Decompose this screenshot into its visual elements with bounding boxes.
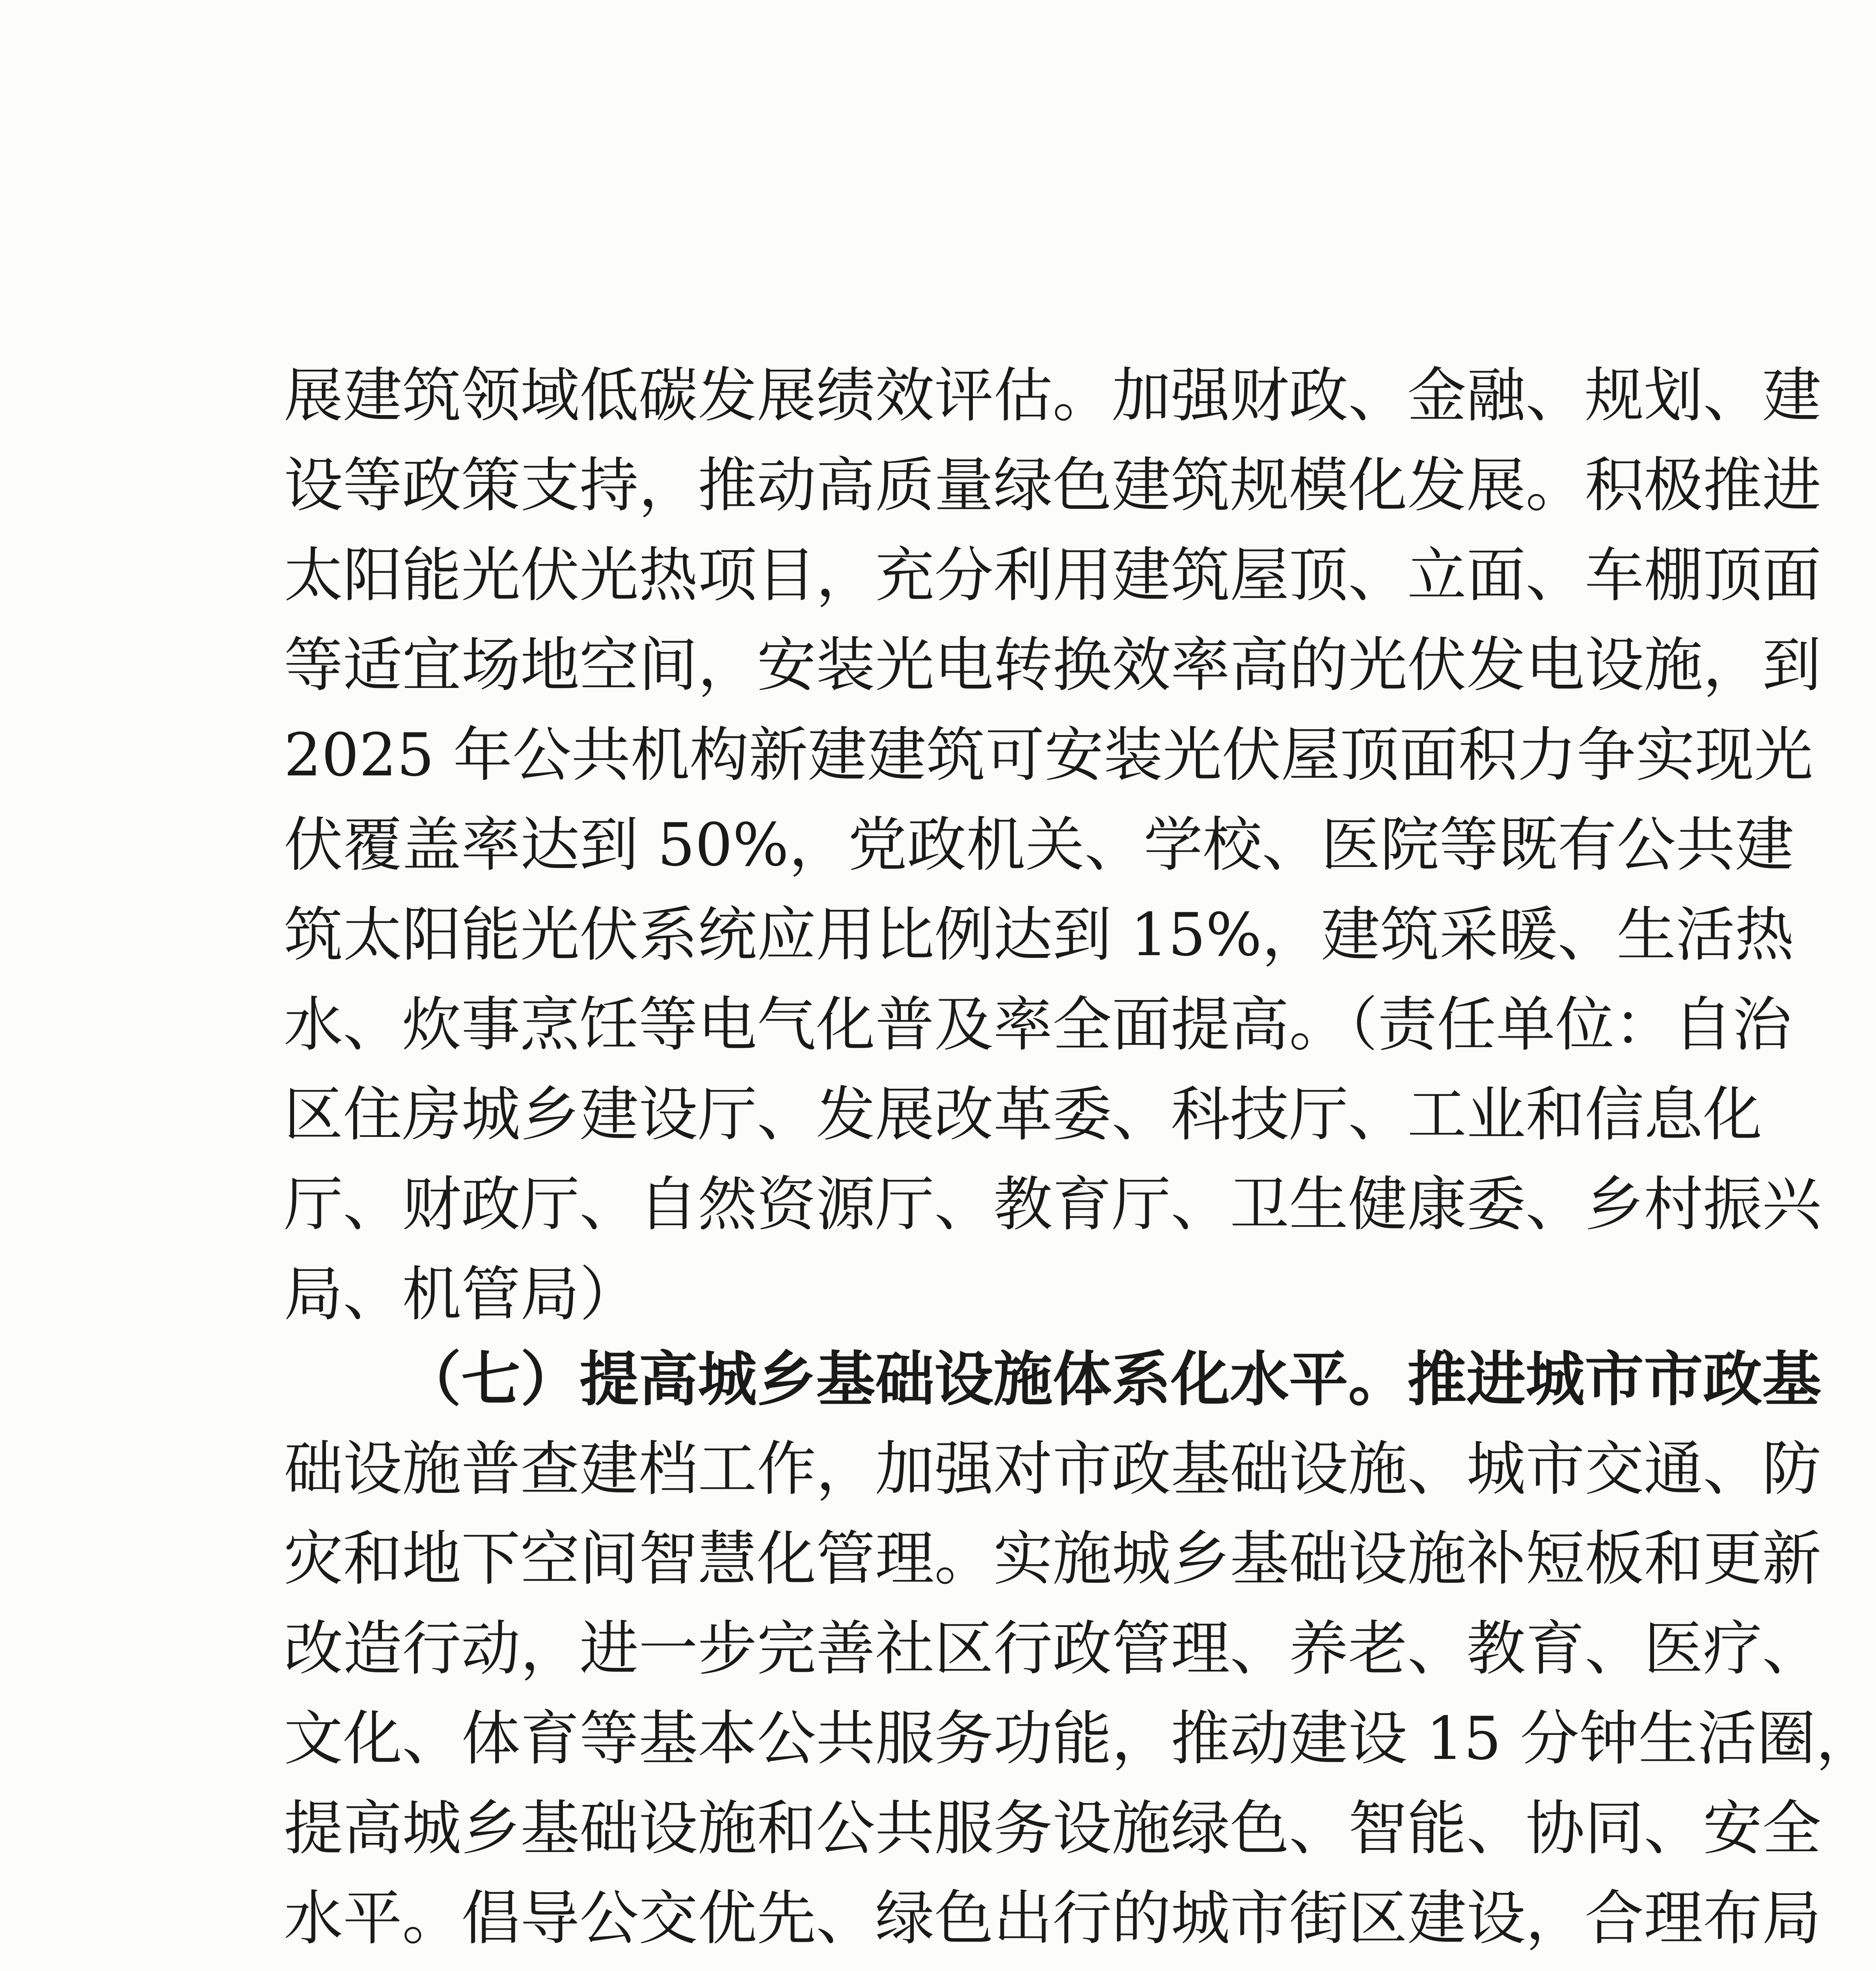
text-line: 提高城乡基础设施和公共服务设施绿色、智能、协同、安全 [284,1794,1822,1863]
text-line: 等适宜场地空间，安装光电转换效率高的光伏发电设施，到 [284,631,1822,700]
text-line: 文化、体育等基本公共服务功能，推动建设 15 分钟生活圈， [284,1705,1875,1773]
text-line: 础设施普查建档工作，加强对市政基础设施、城市交通、防 [284,1435,1822,1503]
text-line: 水平。倡导公交优先、绿色出行的城市街区建设，合理布局 [284,1884,1822,1953]
text-line: 伏覆盖率达到 50%，党政机关、学校、医院等既有公共建 [284,811,1794,879]
text-line: 灾和地下空间智慧化管理。实施城乡基础设施补短板和更新 [284,1525,1822,1593]
text-line: 区住房城乡建设厅、发展改革委、科技厅、工业和信息化 [284,1081,1762,1149]
paragraph-section-seven [284,1334,1875,1971]
text-line: 筑太阳能光伏系统应用比例达到 15%，建筑采暖、生活热 [284,901,1794,969]
text-line [284,1964,1593,1971]
text-line: 改造行动，进一步完善社区行政管理、养老、教育、医疗、 [284,1615,1822,1683]
text-line: 厅、财政厅、自然资源厅、教育厅、卫生健康委、乡村振兴 [284,1170,1822,1239]
paragraph-responsibility-units [284,351,1822,1339]
text-line: 设等政策支持，推动高质量绿色建筑规模化发展。积极推进 [284,451,1822,520]
text-line: 2025 年公共机构新建建筑可安装光伏屋顶面积力争实现光 [284,721,1813,790]
text-line: 太阳能光伏光热项目，充分利用建筑屋顶、立面、车棚顶面 [284,541,1822,610]
section-heading-line: （七）提高城乡基础设施体系化水平。推进城市市政基 [402,1345,1822,1414]
text-line: 水、炊事烹饪等电气化普及率全面提高。（责任单位：自治 [284,991,1792,1059]
text-line: 展建筑领域低碳发展绩效评估。加强财政、金融、规划、建 [284,361,1822,430]
text-line: 局、机管局） [284,1260,639,1329]
